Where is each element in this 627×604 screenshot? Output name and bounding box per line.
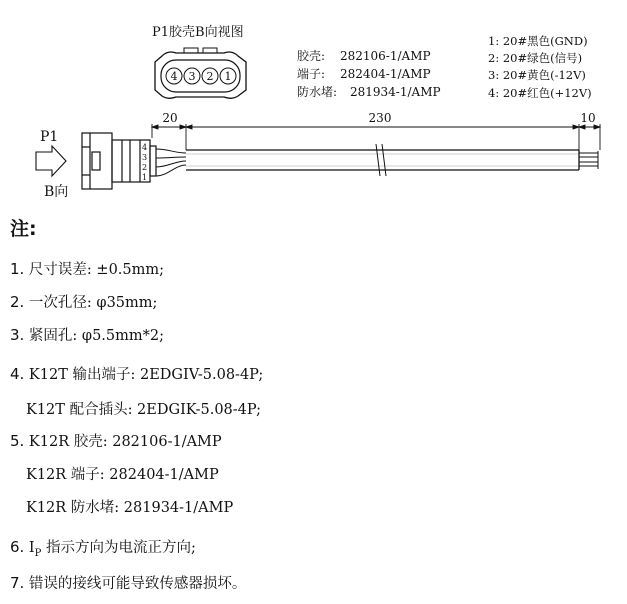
note-item (10, 536, 196, 559)
stripped-wire-ends (579, 151, 598, 169)
pin-label: 1 (224, 70, 232, 83)
note-text: 错误的接线可能导致传感器损坏。 (24, 576, 247, 592)
note-text: I (24, 540, 35, 556)
connector-label: P1 (40, 129, 59, 145)
note-text: K12T 配合插头: 2EDGIK-5.08-4P; (26, 402, 262, 418)
side-pin-label: 3 (142, 153, 148, 162)
dimension-label: 20 (162, 111, 178, 125)
note-text: K12R 端子: 282404-1/AMP (26, 467, 219, 483)
spec-label-terminal: 端子: (297, 67, 326, 81)
note-number: 4. (10, 365, 25, 383)
notes-title: 注: (10, 218, 37, 240)
part-specs (297, 49, 441, 99)
side-pin-label: 4 (142, 143, 148, 152)
end-view-title: P1胶壳B向视图 (152, 25, 244, 40)
note-item (10, 430, 222, 451)
pin-label: 4 (170, 70, 178, 83)
side-pin-label: 2 (142, 163, 148, 172)
note-item (26, 398, 261, 419)
note-item (10, 572, 246, 593)
direction-label: B向 (44, 184, 69, 200)
side-pin-label: 1 (142, 173, 148, 182)
notes-section (10, 214, 620, 251)
spec-value-housing: 282106-1/AMP (340, 49, 431, 63)
note-number: 1. (10, 260, 25, 278)
connector-end-view (155, 48, 246, 98)
note-item (26, 463, 219, 484)
spec-label-plug: 防水堵: (297, 85, 338, 99)
note-number: 5. (10, 432, 25, 450)
spec-value-plug: 281934-1/AMP (350, 85, 441, 99)
note-number: 3. (10, 326, 25, 344)
note-number: 2. (10, 293, 25, 311)
wiring-drawing (0, 0, 627, 210)
spec-label-housing: 胶壳: (297, 49, 326, 63)
note-text: K12R 胶壳: 282106-1/AMP (24, 434, 222, 450)
note-text: 紧固孔: φ5.5mm*2; (24, 328, 164, 344)
dimension-label: 10 (580, 111, 596, 125)
note-number: 7. (10, 574, 25, 592)
note-item (10, 291, 157, 312)
note-text: K12T 输出端子: 2EDGIV-5.08-4P; (24, 367, 264, 383)
pin-circles (166, 68, 236, 84)
legend-item: 1: 20#黑色(GND) (488, 34, 588, 48)
note-number: 6. (10, 538, 25, 556)
note-text: 尺寸误差: ±0.5mm; (24, 262, 165, 278)
note-subscript: P (34, 547, 42, 559)
spec-value-terminal: 282404-1/AMP (340, 67, 431, 81)
note-item (10, 324, 164, 345)
note-text: K12R 防水堵: 281934-1/AMP (26, 500, 234, 516)
note-text: 指示方向为电流正方向; (41, 540, 196, 556)
note-item (10, 258, 164, 279)
legend-item: 4: 20#红色(+12V) (488, 86, 592, 100)
note-text: 一次孔径: φ35mm; (24, 295, 158, 311)
dimension-label: 230 (368, 111, 392, 125)
legend-item: 3: 20#黄色(-12V) (488, 68, 586, 82)
note-item (26, 496, 233, 517)
pin-label: 3 (188, 70, 196, 83)
pin-label: 2 (206, 70, 214, 83)
wire-legend (488, 34, 592, 100)
direction-arrow-icon (36, 146, 66, 176)
legend-item: 2: 20#绿色(信号) (488, 51, 583, 65)
cable (186, 144, 579, 176)
side-pin-labels (142, 143, 147, 182)
note-item (10, 363, 263, 384)
wire-fanout (156, 149, 186, 176)
